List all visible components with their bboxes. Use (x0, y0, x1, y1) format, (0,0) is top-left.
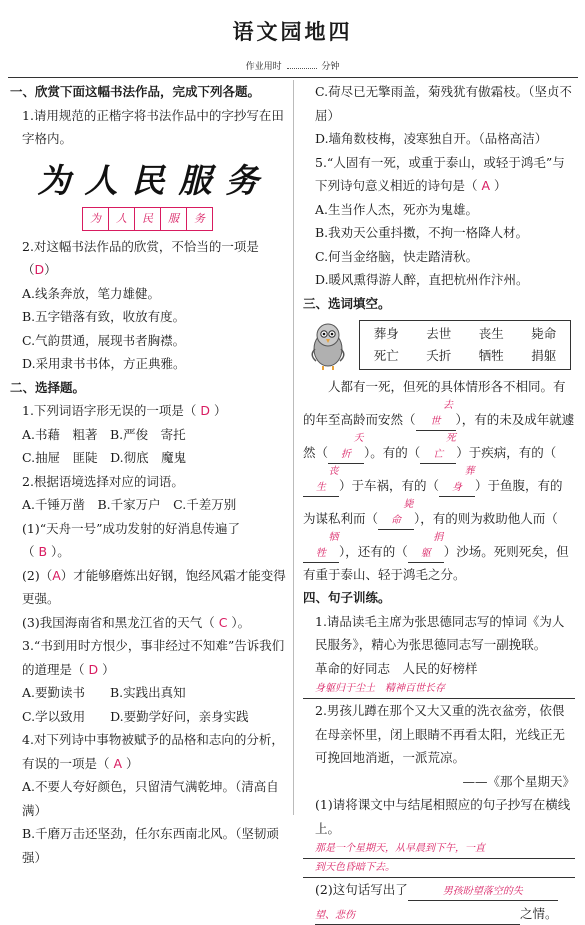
fill-blank[interactable]: 男孩盼望落空的失 (408, 884, 558, 901)
s2-q5: 5.“人固有一死，或重于泰山，或轻于鸿毛”与下列诗句意义相近的诗句是（ A ） (303, 151, 575, 198)
s2-q3: 3.“书到用时方恨少，事非经过不知难”告诉我们的道理是（ D ） (10, 634, 286, 681)
owl-icon (303, 319, 353, 371)
fill-blank[interactable]: 夭折 (328, 431, 364, 464)
tianzige-grid[interactable] (10, 207, 286, 231)
word-item: 去世 (426, 324, 451, 344)
option: C.抽屉 匪陡 D.彻底 魔鬼 (10, 446, 286, 470)
option: B.千磨万击还坚劲，任尔东西南北风。（坚韧顽强） (10, 822, 286, 869)
option: A.生当作人杰，死亦为鬼雄。 (303, 198, 575, 222)
answer-line[interactable]: 那是一个星期天，从早晨到下午，一直 (303, 840, 575, 859)
fill-blank[interactable]: 去世 (416, 398, 456, 431)
section1-heading: 一、欣赏下面这幅书法作品，完成下列各题。 (10, 80, 286, 104)
word-item: 毙命 (531, 324, 556, 344)
s2-q2-a3: (3)我国海南省和黑龙江省的天气（ C ）。 (10, 611, 286, 635)
s1-q1: 1.请用规范的正楷字将书法作品中的字抄写在田字格内。 (10, 104, 286, 151)
fill-blank[interactable]: 捐躯 (408, 530, 444, 563)
word-item: 丧生 (479, 324, 504, 344)
option: B.我劝天公重抖擞，不拘一格降人材。 (303, 221, 575, 245)
answer-mark: D (35, 262, 45, 277)
s2-q2-a1-text: (1)“天舟一号”成功发射的好消息传遍了 (22, 521, 240, 536)
option: A.线条奔放，笔力雄健。 (10, 282, 286, 306)
section3-heading: 三、选词填空。 (303, 292, 575, 316)
option: B.五字错落有致，收放有度。 (10, 305, 286, 329)
answer-mark: D (200, 403, 210, 418)
option: C.何当金络脑，快走踏清秋。 (303, 245, 575, 269)
option: A.不要人夸好颜色，只留清气满乾坤。（清高自满） (10, 775, 286, 822)
s2-q5-text: 5.“人固有一死，或重于泰山，或轻于鸿毛”与下列诗句意义相近的诗句是（ (315, 155, 565, 194)
s4-q1: 1.请品读毛主席为张思德同志写的悼词《为人民服务》，精心为张思德同志写一副挽联。 (303, 610, 575, 657)
answer-line[interactable]: 到天色昏暗下去。 (303, 859, 575, 878)
calligraphy-char: 务 (226, 169, 259, 193)
source-citation: ——《那个星期天》 (303, 770, 575, 794)
left-column (10, 80, 286, 869)
passage-text: ）沙场。死则死矣，但有重于泰山、轻于鸿毛之分。 (303, 544, 569, 582)
option: D.采用隶书书体，方正典雅。 (10, 352, 286, 376)
option: C.学以致用 D.要勤学好问，亲身实践 (10, 705, 286, 729)
calligraphy-char: 人 (85, 169, 118, 193)
answer-mark: A (114, 756, 123, 771)
s2-q2-a1: (1)“天舟一号”成功发射的好消息传遍了 （ B ）。 (10, 517, 286, 564)
passage-text: ）于车祸，有的（ (339, 478, 439, 493)
s3-passage (303, 375, 575, 586)
s1-q2-text: 2.对这幅书法作品的欣赏，不恰当的一项是（ (22, 239, 259, 278)
option: D.暖风熏得游人醉，直把杭州作汴州。 (303, 268, 575, 292)
time-record (0, 59, 585, 72)
s2-q2-a2-post: ）才能够磨炼出好钢，饱经风霜才能变得更强。 (22, 568, 286, 607)
s4-q2-2-post: 之情。 (520, 906, 558, 921)
s2-q4: 4.对下列诗中事物被赋予的品格和志向的分析，有误的一项是（ A ） (10, 728, 286, 775)
fill-blank[interactable]: 毙命 (378, 497, 414, 530)
calligraphy-char: 民 (132, 169, 165, 193)
passage-text: ）。有的（ (364, 445, 420, 460)
passage-text: ），还有的（ (339, 544, 408, 559)
word-item: 夭折 (426, 346, 451, 366)
option: A.书藉 粗著 B.严俊 寄托 (10, 423, 286, 447)
paren-close: ） (44, 262, 57, 277)
s2-q1-text: 1.下列词语字形无误的一项是（ (22, 403, 196, 418)
right-column (303, 80, 575, 925)
s2-q4-text: 4.对下列诗中事物被赋予的品格和志向的分析，有误的一项是（ (22, 732, 284, 771)
grid-cell[interactable] (82, 207, 109, 231)
s4-q2-1: (1)请将课文中与结尾相照应的句子抄写在横线上。 (303, 793, 575, 840)
fill-blank[interactable]: 望、悲伤 (315, 908, 520, 925)
section4-heading: 四、句子训练。 (303, 586, 575, 610)
passage-text: ），有的则为救助他人而（ (414, 511, 558, 526)
answer-mark: C (219, 615, 228, 630)
passage-text: ）于鱼腹，有的为谋私利而（ (303, 478, 563, 526)
time-blank[interactable] (287, 68, 317, 69)
couplet-given: 革命的好同志 人民的好榜样 (303, 657, 575, 681)
s4-q2-passage: 2.男孩儿蹲在那个又大又重的洗衣盆旁，依偎在母亲怀里，闭上眼睛不再看太阳，光线正无可挽回地消逝，一派荒凉。 (303, 699, 575, 770)
page-title: 语文园地四 (0, 16, 585, 46)
s2-q1: 1.下列词语字形无误的一项是（ D ） (10, 399, 286, 423)
fill-blank[interactable]: 丧生 (303, 464, 339, 497)
word-item: 葬身 (374, 324, 399, 344)
calligraphy-char: 为 (38, 169, 71, 193)
word-item: 死亡 (374, 346, 399, 366)
option: C.荷尽已无擎雨盖，菊残犹有傲霜枝。（坚贞不屈） (303, 80, 575, 127)
answer-mark: B (38, 544, 47, 559)
passage-text: ）于疾病，有的（ (456, 445, 556, 460)
grid-answer: 服 (168, 207, 179, 231)
word-item: 捐躯 (531, 346, 556, 366)
grid-answer: 务 (194, 207, 205, 231)
option: A.千锤万凿 B.千家万户 C.千差万别 (10, 493, 286, 517)
column-divider (293, 80, 294, 815)
answer-mark: A (482, 178, 491, 193)
time-unit: 分钟 (321, 62, 339, 72)
grid-cell[interactable] (160, 207, 187, 231)
s2-q3-text: 3.“书到用时方恨少，事非经过不知难”告诉我们的道理是（ (22, 638, 284, 677)
grid-answer: 人 (116, 207, 127, 231)
time-label: 作业用时 (246, 62, 282, 72)
fill-blank[interactable]: 死亡 (420, 431, 456, 464)
passage-text: 人都有一死，但死的具体情形各不相同。有的年至高龄而安然（ (303, 379, 566, 427)
couplet-answer-line[interactable]: 身躯归于尘土 精神百世长存 (303, 680, 575, 699)
word-item: 牺牲 (479, 346, 504, 366)
section2-heading: 二、选择题。 (10, 376, 286, 400)
grid-cell[interactable] (108, 207, 135, 231)
s2-q2-a3-text: (3)我国海南省和黑龙江省的天气（ (22, 615, 215, 630)
calligraphy-char: 服 (179, 169, 212, 193)
fill-blank[interactable]: 葬身 (439, 464, 475, 497)
word-bank-row (303, 319, 575, 371)
grid-cell[interactable] (134, 207, 161, 231)
s2-q2-a2-pre: (2)（ (22, 568, 52, 583)
fill-blank[interactable]: 牺牲 (303, 530, 339, 563)
s1-q2 (10, 235, 286, 282)
option: A.要勤读书 B.实践出真知 (10, 681, 286, 705)
grid-answer: 为 (90, 207, 101, 231)
passage-text: ），有的未及成年就遽然（ (303, 412, 574, 460)
grid-cell[interactable] (186, 207, 213, 231)
calligraphy-artwork (10, 157, 286, 205)
s4-q2-2-pre: (2)这句话写出了 (315, 882, 408, 897)
option: D.墙角数枝梅，凌寒独自开。（品格高洁） (303, 127, 575, 151)
word-bank (359, 320, 571, 370)
header-rule (8, 77, 578, 78)
s4-q2-2 (303, 878, 575, 902)
answer-mark: A (52, 568, 61, 583)
s4-q2-2-line2 (303, 902, 575, 925)
s2-q2-a2 (10, 564, 286, 611)
grid-answer: 民 (142, 207, 153, 231)
option: C.气韵贯通，展现书者胸襟。 (10, 329, 286, 353)
s2-q2: 2.根据语境选择对应的词语。 (10, 470, 286, 494)
answer-mark: D (89, 662, 99, 677)
